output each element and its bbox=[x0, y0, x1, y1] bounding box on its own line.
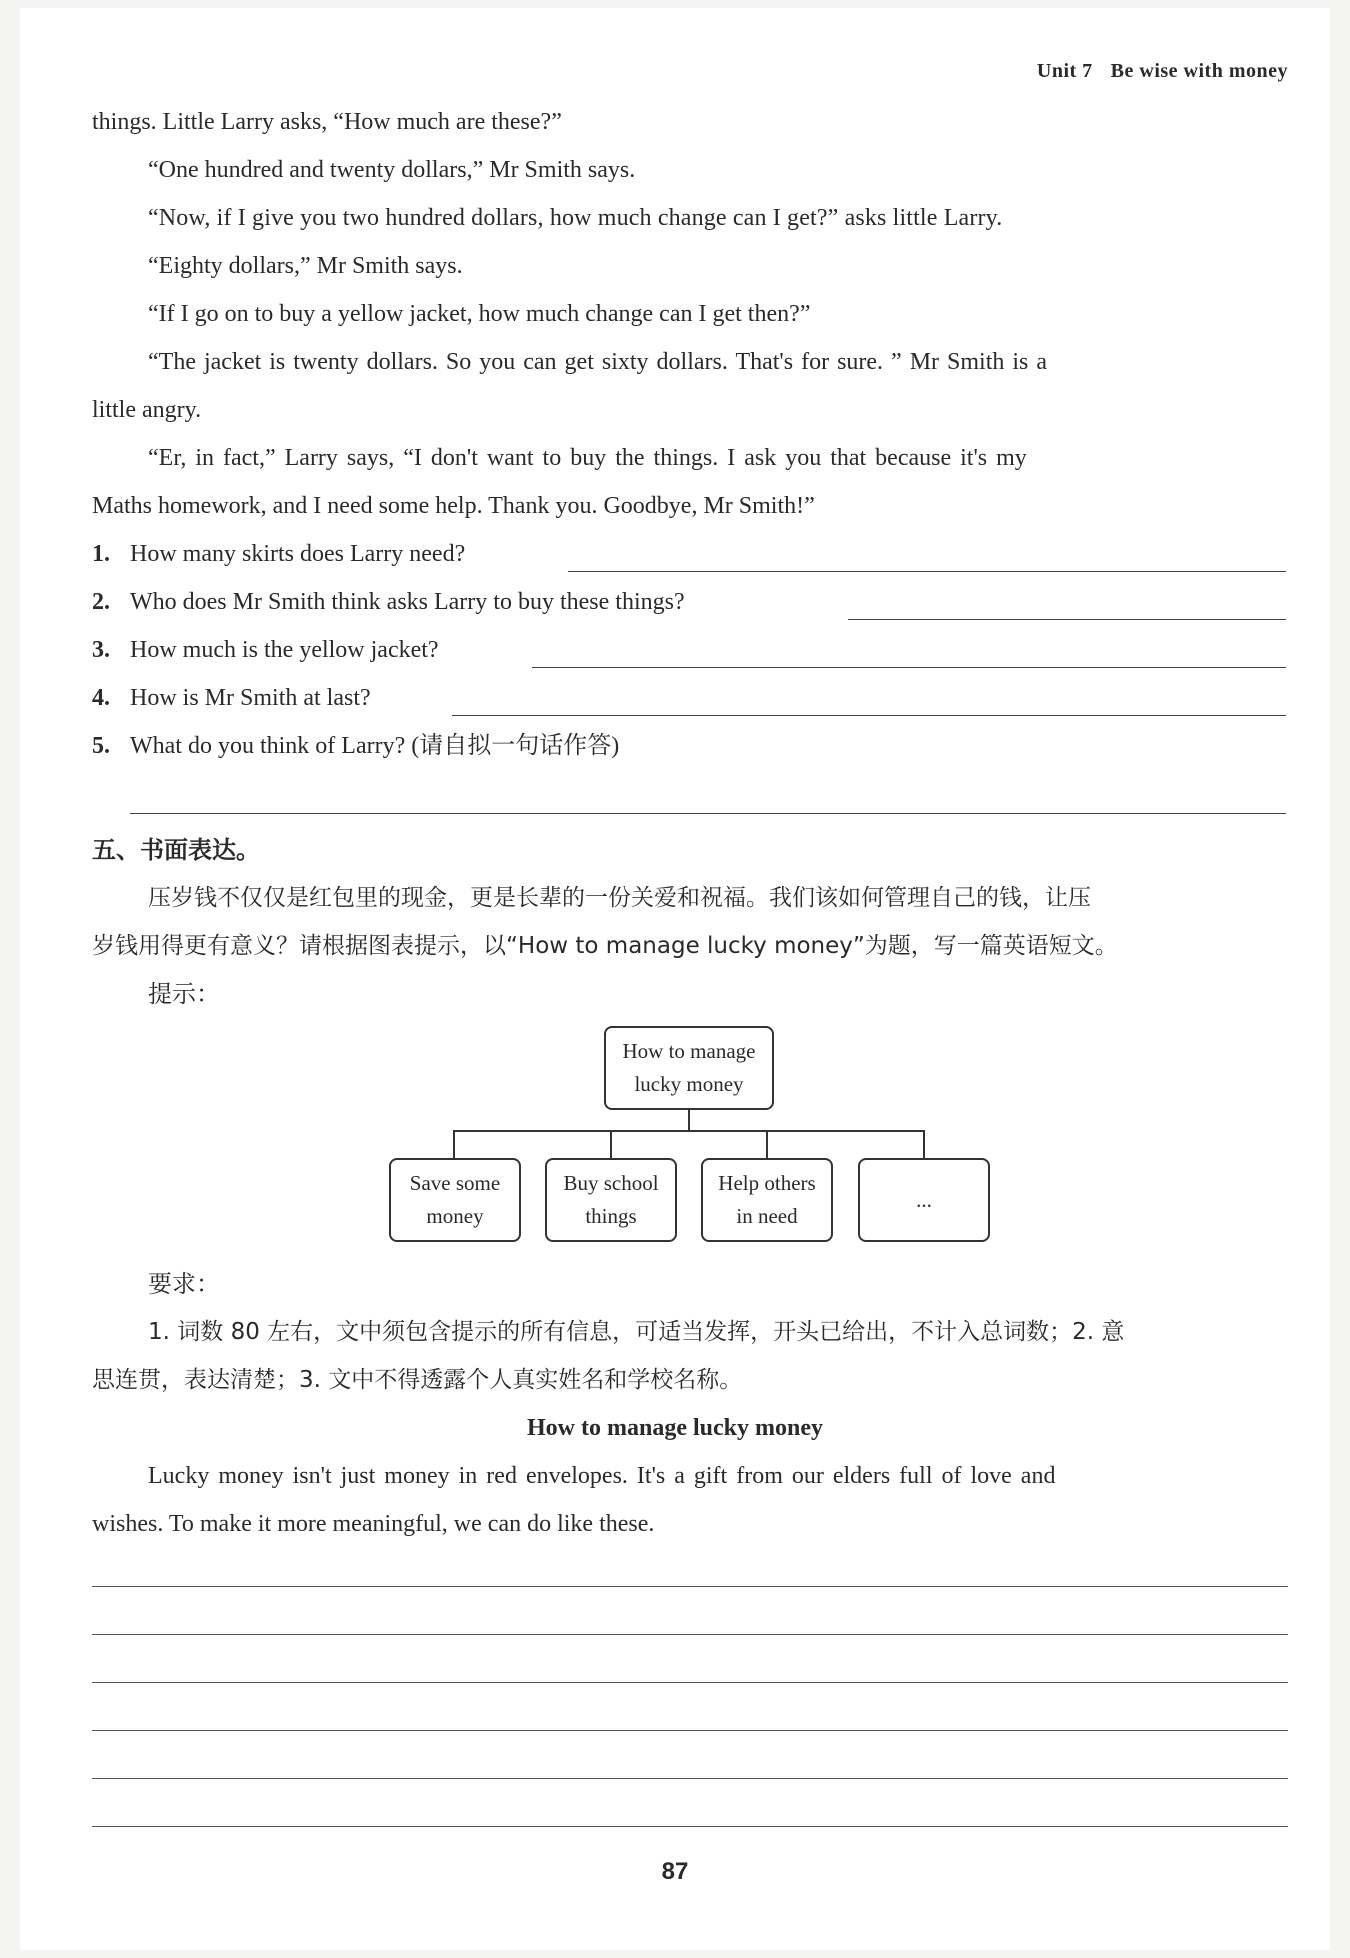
writing-line[interactable] bbox=[92, 1586, 1288, 1587]
question-number: 4. bbox=[92, 685, 110, 711]
page-number: 87 bbox=[661, 1858, 689, 1885]
story-line: “Now, if I give you two hundred dollars, how much change can I get?” asks little Larry. bbox=[148, 205, 1003, 231]
diagram-connector bbox=[923, 1130, 925, 1158]
essay-line: wishes. To make it more meaningful, we can do like these. bbox=[92, 1511, 655, 1537]
answer-line-4[interactable] bbox=[452, 714, 1286, 716]
story-line: “If I go on to buy a yellow jacket, how much change can I get then?” bbox=[148, 301, 811, 327]
essay-line: Lucky money isn't just money in red envelopes. It's a gift from our elders full of love and bbox=[148, 1463, 1056, 1489]
diagram-box-line: things bbox=[585, 1204, 637, 1228]
question-number: 5. bbox=[92, 733, 110, 759]
question-4 bbox=[92, 674, 371, 722]
story-line: “Er, in fact,” Larry says, “I don't want to buy the things. I ask you that because it's my bbox=[148, 445, 1027, 471]
intro-line: 压岁钱不仅仅是红包里的现金，更是长辈的一份关爱和祝福。我们该如何管理自己的钱，让压 bbox=[148, 885, 1091, 911]
diagram-root-line: How to manage bbox=[622, 1039, 756, 1063]
diagram-root-box bbox=[604, 1026, 774, 1110]
requirement-line: 1. 词数 80 左右，文中须包含提示的所有信息，可适当发挥，开头已给出，不计入总词数；2. 意 bbox=[148, 1319, 1125, 1345]
story-line: Maths homework, and I need some help. Thank you. Goodbye, Mr Smith!” bbox=[92, 493, 815, 519]
story-line: “Eighty dollars,” Mr Smith says. bbox=[148, 253, 463, 279]
writing-line[interactable] bbox=[92, 1682, 1288, 1683]
section-title: 五、书面表达。 bbox=[92, 836, 260, 864]
answer-line-5[interactable] bbox=[130, 812, 1286, 814]
unit-title: Be wise with money bbox=[1110, 60, 1288, 82]
answer-line-2[interactable] bbox=[848, 618, 1286, 620]
question-number: 3. bbox=[92, 637, 110, 663]
question-1 bbox=[92, 530, 465, 578]
answer-line-1[interactable] bbox=[568, 570, 1286, 572]
essay-title: How to manage lucky money bbox=[527, 1415, 823, 1441]
writing-line[interactable] bbox=[92, 1826, 1288, 1827]
hint-label: 提示： bbox=[148, 980, 220, 1008]
requirements-label: 要求： bbox=[148, 1270, 220, 1298]
question-text: How much is the yellow jacket? bbox=[130, 637, 439, 663]
diagram-box-line: money bbox=[426, 1204, 484, 1228]
diagram-box-save bbox=[389, 1158, 521, 1242]
story-line: “The jacket is twenty dollars. So you can get sixty dollars. That's for sure. ” Mr Smith is a bbox=[148, 349, 1048, 375]
question-3 bbox=[92, 626, 439, 674]
diagram-box-line: ... bbox=[916, 1187, 932, 1212]
diagram-connector bbox=[453, 1130, 455, 1158]
diagram-box-more bbox=[858, 1158, 990, 1242]
diagram-connector bbox=[688, 1108, 690, 1130]
writing-line[interactable] bbox=[92, 1778, 1288, 1779]
question-number: 1. bbox=[92, 541, 110, 567]
diagram-connector bbox=[766, 1130, 768, 1158]
diagram-box-line: Buy school bbox=[563, 1171, 659, 1195]
question-2 bbox=[92, 578, 685, 626]
question-number: 2. bbox=[92, 589, 110, 615]
diagram-connector bbox=[610, 1130, 612, 1158]
diagram-box-buy bbox=[545, 1158, 677, 1242]
diagram-root-line: lucky money bbox=[634, 1072, 744, 1096]
diagram-box-line: in need bbox=[736, 1204, 798, 1228]
diagram-box-line: Save some bbox=[409, 1171, 501, 1195]
writing-line[interactable] bbox=[92, 1730, 1288, 1731]
question-text: How many skirts does Larry need? bbox=[130, 541, 466, 567]
page-header bbox=[1019, 60, 1288, 83]
intro-line: 岁钱用得更有意义？请根据图表提示，以“How to manage lucky money”为题，写一篇英语短文。 bbox=[92, 933, 1118, 959]
unit-label: Unit 7 bbox=[1036, 60, 1093, 82]
answer-line-3[interactable] bbox=[532, 666, 1286, 668]
story-line: little angry. bbox=[92, 397, 202, 423]
question-5 bbox=[92, 722, 619, 770]
writing-line[interactable] bbox=[92, 1634, 1288, 1635]
question-text: Who does Mr Smith think asks Larry to buy these things? bbox=[130, 589, 685, 615]
story-line: “One hundred and twenty dollars,” Mr Smith says. bbox=[148, 157, 636, 183]
diagram-connector bbox=[453, 1130, 925, 1132]
story-line: things. Little Larry asks, “How much are these?” bbox=[92, 109, 562, 135]
question-text: What do you think of Larry? (请自拟一句话作答) bbox=[130, 733, 620, 759]
requirement-line: 思连贯，表达清楚；3. 文中不得透露个人真实姓名和学校名称。 bbox=[92, 1367, 743, 1393]
question-text: How is Mr Smith at last? bbox=[130, 685, 371, 711]
diagram-box-line: Help others bbox=[718, 1171, 816, 1195]
diagram-box-help bbox=[701, 1158, 833, 1242]
